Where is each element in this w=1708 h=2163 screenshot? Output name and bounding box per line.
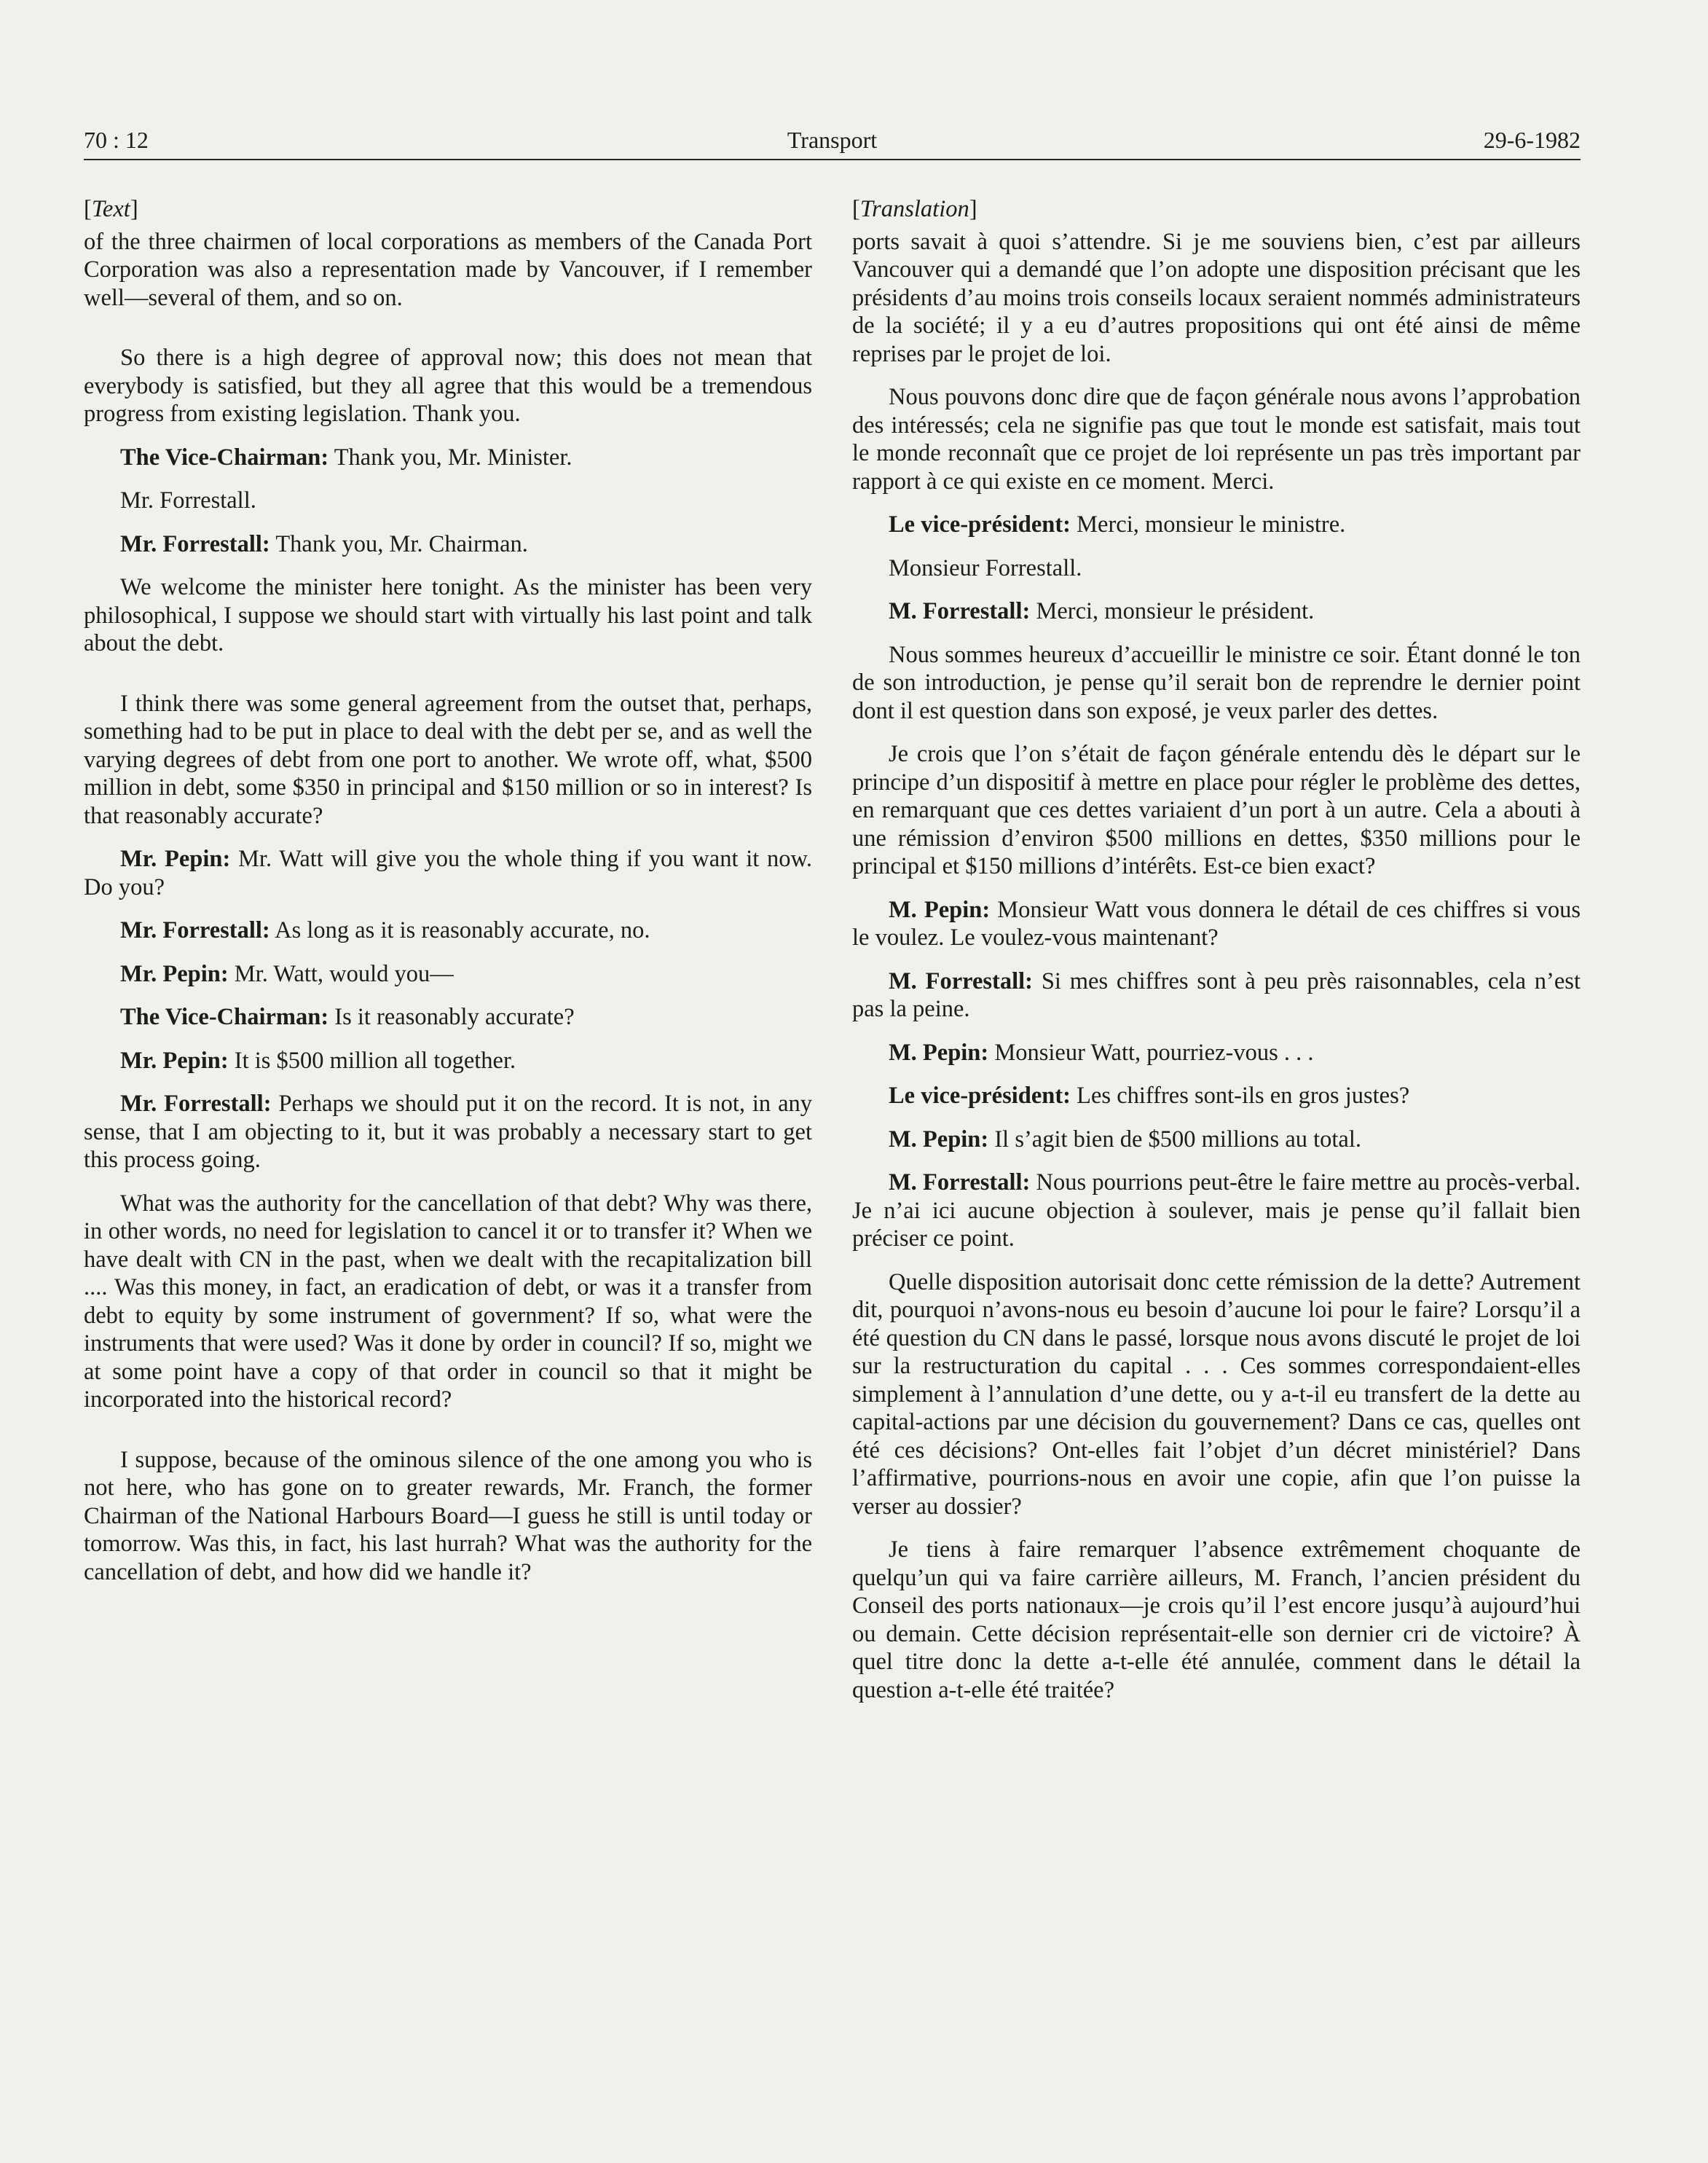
paragraph-text: I suppose, because of the ominous silence of the one among you who is not here, who has gone on to greater rewards, Mr. Franch, the former Chairman of the National Harbours Board—I guess he still is until today or tomorrow. Was this, in fact, his last hurrah? What was the authority for the cancellation of debt, and how did we handle it? (84, 1446, 812, 1585)
paragraph-text: Quelle disposition autorisait donc cette rémission de la dette? Autrement dit, pourquoi n’avons-nous eu besoin d’aucune loi pour le faire? Lorsqu’il a été question du CN dans le passé, lorsque nous avons discuté le projet de loi sur la restructuration du capital . . . Ces sommes correspondaient-elles simplement à l’annulation d’une dette, ou y a-t-il eu transfert de la dette au capital-actions par une décision du gouvernement? Dans ce cas, quelles ont été ces décisions? Ont-elles fait l’objet d’un décret ministériel? Dans l’affirmative, pourrions-nous en avoir une copie, afin que l’on puisse la verser au dossier? (852, 1268, 1581, 1520)
paragraph-text: ports savait à quoi s’attendre. Si je me souviens bien, c’est par ailleurs Vancouver qui a demandé que l’on adopte une disposition précisant que les présidents d’au moins trois conseils locaux seraient nommés administrateurs de la société; il y a eu d’autres propositions qui ont été ainsi de même reprises par le projet de loi. (852, 228, 1581, 367)
speaker-name: Mr. Forrestall: (120, 530, 270, 557)
paragraph-text: Perhaps we should put it on the record. It is not, in any sense, that I am objecting to it, but it was probably a necessary start to get this process going. (84, 1091, 813, 1173)
header-rule (84, 159, 1581, 160)
speaker-name: The Vice-Chairman: (120, 444, 329, 471)
paragraph-text: As long as it is reasonably accurate, no. (275, 917, 650, 943)
speaker-name: Mr. Forrestall: (120, 1091, 272, 1117)
speaker-name: M. Forrestall: (889, 598, 1031, 624)
speaker-name: M. Pepin: (889, 1126, 989, 1153)
paragraph-text: Si mes chiffres sont à peu près raisonnables, cela n’est pas la peine. (852, 967, 1581, 1022)
speaker-name: Mr. Forrestall: (120, 917, 270, 943)
speaker-name: M. Pepin: (889, 1039, 989, 1066)
header-date: 29-6-1982 (1483, 127, 1581, 153)
speaker-name: Mr. Pepin: (120, 1047, 229, 1074)
paragraph-text: Monsieur Forrestall. (889, 554, 1082, 581)
speaker-name: M. Forrestall: (889, 967, 1034, 994)
paragraph-text: It is $500 million all together. (234, 1047, 516, 1074)
speaker-name: M. Forrestall: (889, 1169, 1031, 1196)
paragraph-text: Nous pouvons donc dire que de façon générale nous avons l’approbation des intéressés; cela ne signifie pas que tout le monde est satisfait, mais tout le monde reconnaît que ce projet de loi représente un pas très important par rapport à ce qui existe en ce moment. Merci. (852, 384, 1581, 495)
paragraph-text: We welcome the minister here tonight. As the minister has been very philosophical, I suppose we should start with virtually his last point and talk about the debt. (84, 574, 812, 656)
language-label: [Translation] (852, 196, 977, 222)
speaker-name: Le vice-président: (889, 1083, 1071, 1109)
paragraph-text: Thank you, Mr. Chairman. (275, 530, 528, 557)
english-column (84, 195, 812, 1601)
paragraph-text: Je crois que l’on s’était de façon générale entendu dès le départ sur le principe d’un dispositif à mettre en place pour régler le problème des dettes, en remarquant que ces dettes variaient d’un port à un autre. Cela a abouti à une rémission d’environ $500 millions en dettes, $350 millions pour le principal et $150 millions d’intérêts. Est-ce bien exact? (852, 741, 1581, 879)
speaker-name: The Vice-Chairman: (120, 1004, 329, 1030)
paragraph-text: Merci, monsieur le président. (1036, 598, 1315, 624)
paragraph-text: What was the authority for the cancellation of that debt? Why was there, in other words, no need for legislation to cancel it or to transfer it? When we have dealt with CN in the past, when we dealt with the recapitalization bill .... Was this money, in fact, an eradication of debt, or was it a transfer from debt to equity by some instrument of government? If so, what were the instruments that were used? Was it done by order in council? If so, might we at some point have a copy of that order in council so that it might be incorporated into the historical record? (84, 1190, 812, 1413)
paragraph-text: Merci, monsieur le ministre. (1077, 511, 1346, 538)
paragraph-text: Is it reasonably accurate? (334, 1004, 575, 1030)
paragraph-text: Il s’agit bien de $500 millions au total. (994, 1126, 1362, 1153)
language-label: [Text] (84, 196, 138, 222)
paragraph-text: Mr. Watt, would you— (234, 960, 454, 987)
paragraph-text: Les chiffres sont-ils en gros justes? (1077, 1083, 1410, 1109)
page-number: 70 : 12 (84, 127, 149, 153)
paragraph-text: Nous sommes heureux d’accueillir le ministre ce soir. Étant donné le ton de son introduction, je pense qu’il serait bon de reprendre le dernier point dont il est question dans son exposé, je veux parler des dettes. (852, 641, 1581, 724)
speaker-name: M. Pepin: (889, 896, 991, 923)
paragraph-text: Je tiens à faire remarquer l’absence extrêmement choquante de quelqu’un qui va faire carrière ailleurs, M. Franch, l’ancien président du Conseil des ports nationaux—je crois qu’il l’est encore jusqu’à aujourd’hui ou demain. Cette décision représentait-elle son dernier cri de victoire? À quel titre donc la dette a-t-elle été annulée, comment dans le détail la question a-t-elle été traitée? (852, 1536, 1581, 1703)
paragraph-text: Mr. Watt will give you the whole thing if you want it now. Do you? (84, 846, 813, 900)
paragraph-text: I think there was some general agreement from the outset that, perhaps, something had to be put in place to deal with the debt per se, and as well the varying degrees of debt from one port to another. We wrote off, what, $500 million in debt, some $350 in principal and $150 million or so in interest? Is that reasonably accurate? (84, 690, 812, 829)
paragraph-text: So there is a high degree of approval now; this does not mean that everybody is satisfied, but they all agree that this would be a tremendous progress from existing legislation. Thank you. (84, 345, 812, 427)
paragraph-text: Thank you, Mr. Minister. (334, 444, 572, 471)
speaker-name: Le vice-président: (889, 511, 1071, 538)
paragraph-text: of the three chairmen of local corporations as members of the Canada Port Corporation was also a representation made by Vancouver, if I remember well—several of them, and so on. (84, 228, 812, 311)
paragraph-text: Monsieur Watt, pourriez-vous . . . (994, 1039, 1314, 1066)
french-column (852, 195, 1581, 1719)
paragraph-text: Monsieur Watt vous donnera le détail de ces chiffres si vous le voulez. Le voulez-vous maintenant? (852, 896, 1581, 951)
speaker-name: Mr. Pepin: (120, 960, 229, 987)
paragraph-text: Nous pourrions peut-être le faire mettre au procès-verbal. Je n’ai ici aucune objection à soulever, mais je pense qu’il fallait bien préciser ce point. (852, 1169, 1581, 1252)
running-title: Transport (787, 127, 878, 153)
speaker-name: Mr. Pepin: (120, 846, 231, 872)
page-header (84, 122, 1581, 157)
paragraph-text: Mr. Forrestall. (120, 487, 256, 514)
